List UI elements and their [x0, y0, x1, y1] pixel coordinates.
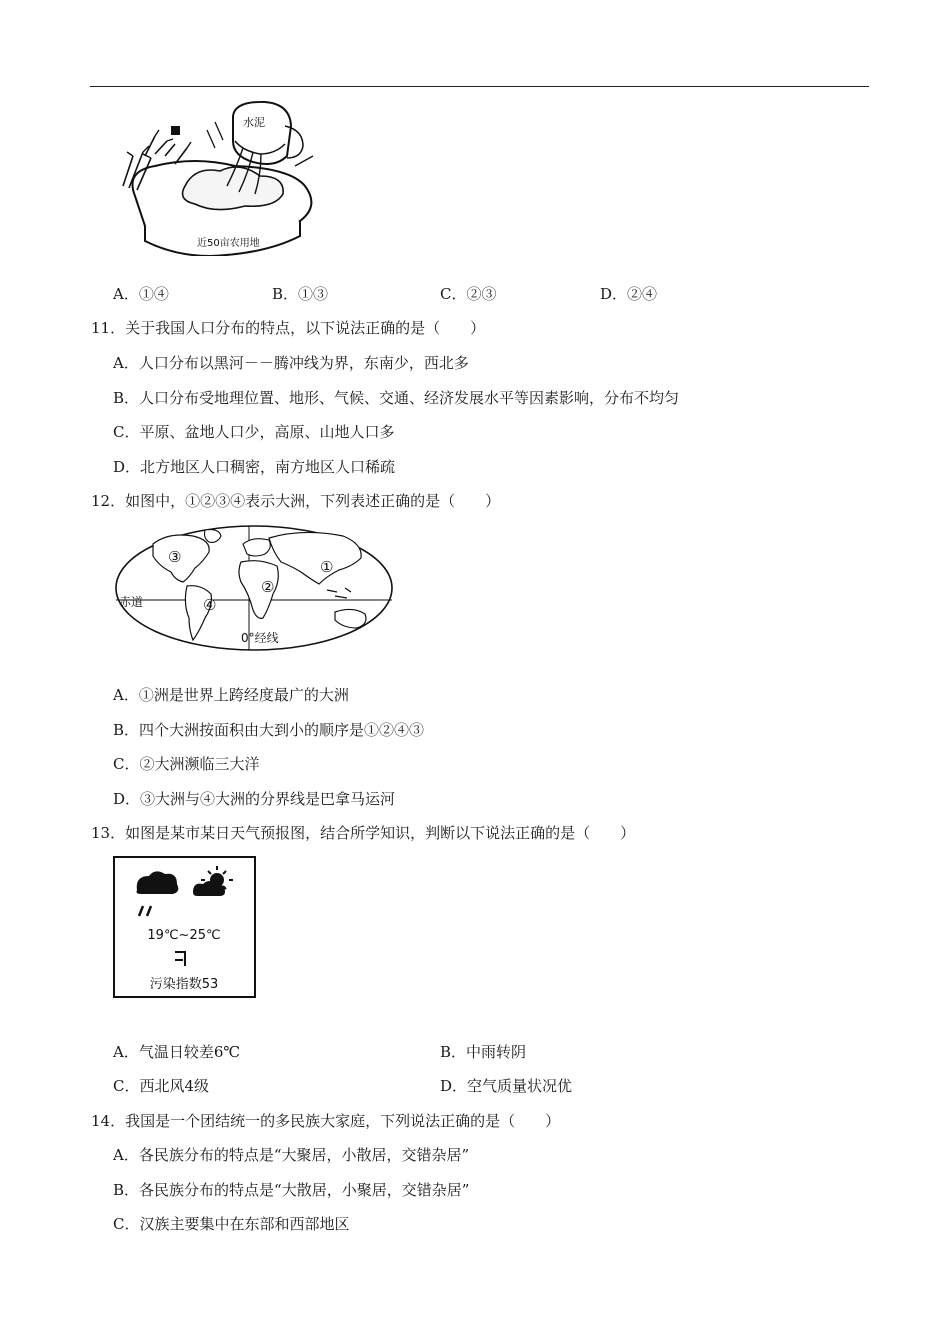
q10-option-c[interactable]: C．②③ [440, 285, 497, 303]
q10-option-d[interactable]: D．②④ [600, 285, 658, 303]
q11-option-a[interactable]: A．人口分布以黑河－－腾冲线为界，东南少，西北多 [113, 354, 469, 372]
q12-option-c[interactable]: C．②大洲濒临三大洋 [113, 755, 260, 773]
map-label-2: ② [261, 578, 275, 596]
q14-stem: 14．我国是一个团结统一的多民族大家庭，下列说法正确的是（ ） [91, 1112, 561, 1130]
cement-farmland-illustration [115, 96, 325, 256]
temperature-range: 19℃~25℃ [147, 928, 221, 943]
q10-option-a[interactable]: A．①④ [113, 285, 169, 303]
q12-option-a[interactable]: A．①洲是世界上跨经度最广的大洲 [113, 686, 349, 704]
q12-option-b[interactable]: B．四个大洲按面积由大到小的顺序是①②④③ [113, 721, 425, 739]
header-rule [90, 86, 869, 87]
q13-option-a[interactable]: A．气温日较差6℃ [113, 1043, 241, 1061]
map-label-3: ③ [168, 548, 182, 566]
q13-option-b[interactable]: B．中雨转阴 [440, 1043, 527, 1061]
cement-bag-label: 水泥 [243, 116, 265, 129]
q10-option-b[interactable]: B．①③ [272, 285, 329, 303]
farmland-label: 近50亩农用地 [197, 238, 260, 249]
map-label-1: ① [320, 558, 334, 576]
equator-label: 赤道 [119, 595, 144, 609]
prime-meridian-label: 0°经线 [241, 631, 279, 645]
q11-option-b[interactable]: B．人口分布受地理位置、地形、气候、交通、经济发展水平等因素影响，分布不均匀 [113, 389, 680, 407]
q14-option-a[interactable]: A．各民族分布的特点是“大聚居，小散居，交错杂居” [113, 1146, 470, 1164]
weather-forecast-card [113, 856, 256, 998]
q11-option-c[interactable]: C．平原、盆地人口少，高原、山地人口多 [113, 423, 395, 441]
pollution-index: 污染指数53 [149, 977, 219, 992]
q14-option-c[interactable]: C．汉族主要集中在东部和西部地区 [113, 1215, 350, 1233]
q14-option-b[interactable]: B．各民族分布的特点是“大散居，小聚居，交错杂居” [113, 1181, 470, 1199]
q12-stem: 12．如图中，①②③④表示大洲，下列表述正确的是（ ） [91, 492, 501, 510]
q13-stem: 13．如图是某市某日天气预报图，结合所学知识，判断以下说法正确的是（ ） [91, 824, 636, 842]
map-label-4: ④ [203, 596, 217, 614]
q13-option-d[interactable]: D．空气质量状况优 [440, 1077, 573, 1095]
q11-option-d[interactable]: D．北方地区人口稠密，南方地区人口稀疏 [113, 458, 396, 476]
world-continents-map [113, 522, 395, 660]
q13-option-c[interactable]: C．西北风4级 [113, 1077, 210, 1095]
q11-stem: 11．关于我国人口分布的特点，以下说法正确的是（ ） [91, 319, 486, 337]
q12-option-d[interactable]: D．③大洲与④大洲的分界线是巴拿马运河 [113, 790, 396, 808]
